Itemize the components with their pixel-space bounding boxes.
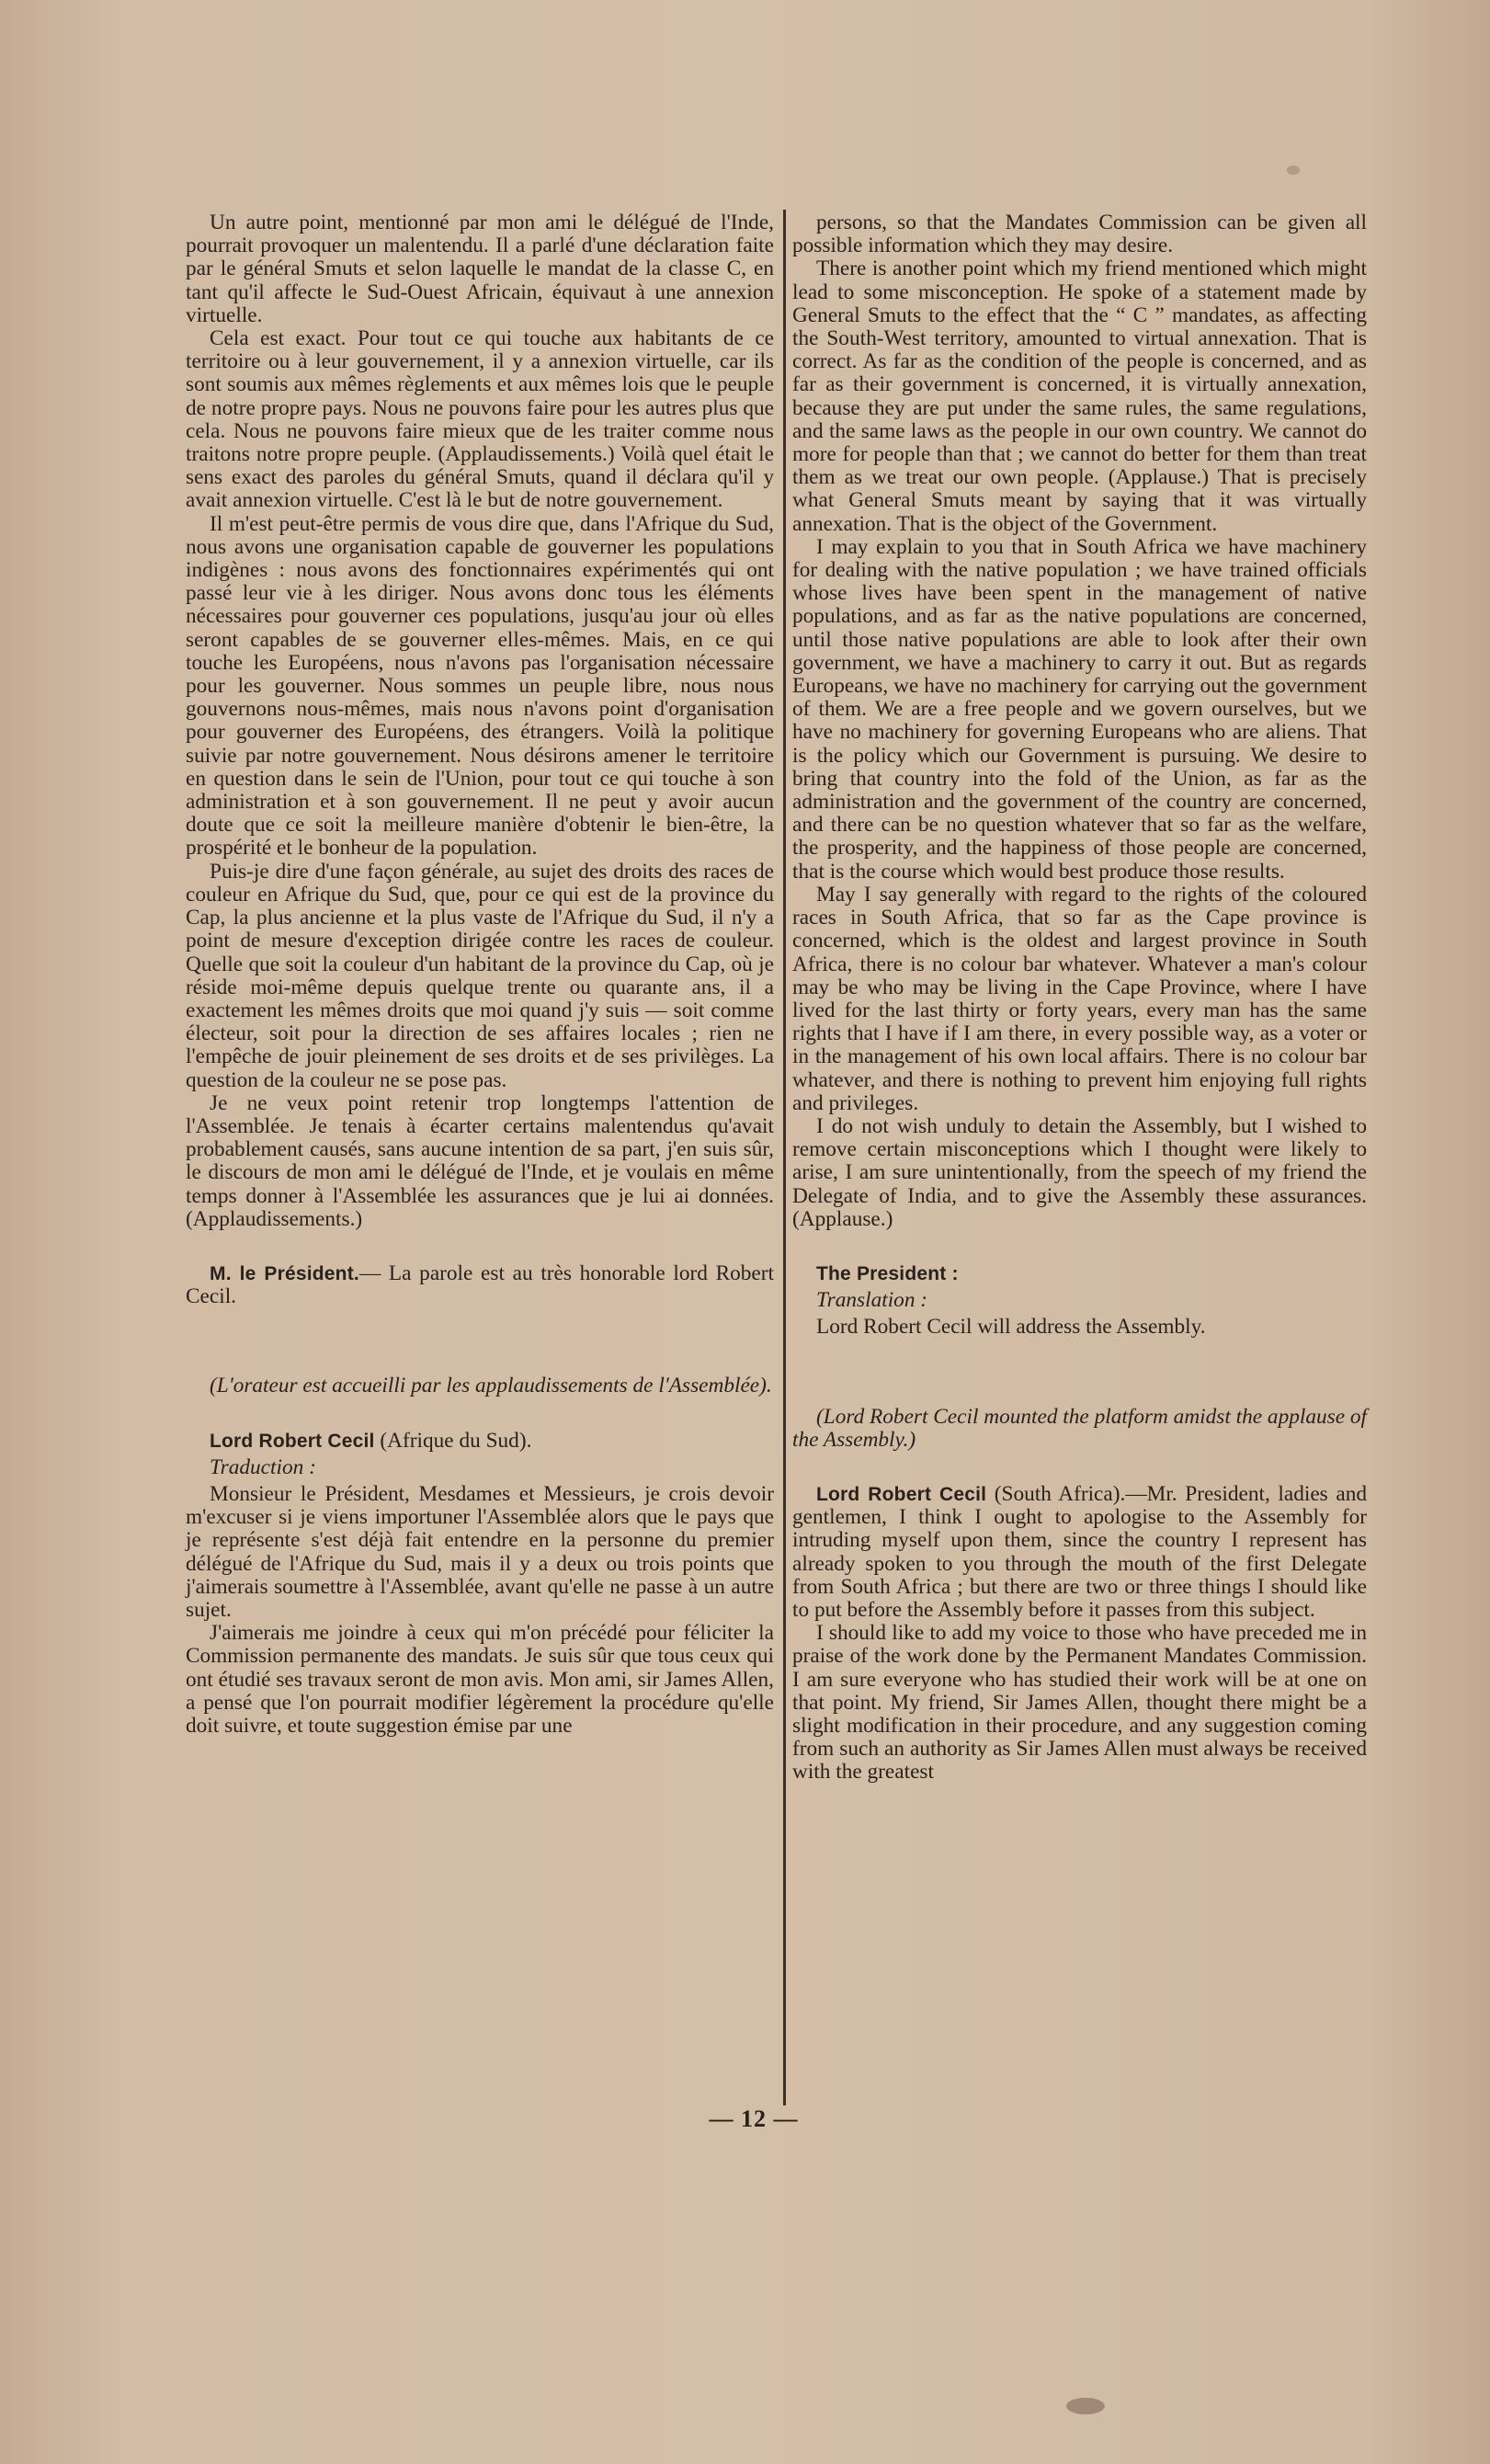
president-text: Lord Robert Cecil will address the Assembly. [816, 1315, 1206, 1340]
president-text: — La parole est au très honorable lord Robert Cecil. [186, 1261, 775, 1309]
paragraph: There is another point which my friend mentioned which might lead to some misconception. He spoke of a statement made by General Smuts to the effect that the “ C ” mandates, as affecting the South-West territory, amounted to virtual annexation. That is correct. As far as the condition of the people is concerned, and as far as their government is concerned, it is virtually annexation, because they are put under the same rules, the same regulations, and the same laws as the people in our own country. We cannot do more for people than that ; we cannot do better for them than treat them as we treat our own people. (Applause.) That is precisely what General Smuts meant by saying that it was virtually annexation. That is the object of the Government. [792, 257, 1367, 536]
paper-stain [1287, 165, 1300, 175]
speaker-affiliation: (South Africa). [986, 1481, 1126, 1506]
paragraph: Il m'est peut-être permis de vous dire que, dans l'Afrique du Sud, nous avons une organisation capable de gouverner les populations indigènes : nous avons des fonctionnaires expérimentés qui ont passé leur vie à les diriger. Nous avons donc tous les éléments nécessaires pour gouverner ces populations, jusqu'au jour où elles seront capables de se gouverner elles-mêmes. Mais, en ce qui touche les Européens, nous n'avons pas l'organisation nécessaire pour les gouverner. Nous sommes un peuple libre, nous nous gouvernons nous-mêmes, mais nous n'avons point d'organisation pour gouverner des Européens, des étrangers. Voilà la politique suivie par notre gouvernement. Nous désirons amener le territoire en question dans le sein de l'Union, pour tout ce qui touche à son administration et à son gouvernement. Il ne peut y avoir aucun doute que ce soit la meilleure manière d'obtenir le bien-être, la prospérité et le bonheur de la population. [186, 511, 774, 861]
paragraph: Je ne veux point retenir trop longtemps l'attention de l'Assemblée. Je tenais à écarter certains malentendus qu'avait probablement causés, sans aucune intention de sa part, j'en suis sûr, le discours de mon ami le délégué de l'Inde, et je voulais en même temps donner à l'Assemblée les assurances que je lui ai données. (Applaudissements.) [186, 1090, 774, 1231]
speaker-heading [792, 1262, 1367, 1285]
paragraph: Monsieur le Président, Mesdames et Messieurs, je crois devoir m'excuser si je viens importuner l'Assemblée alors que le pays que je représente s'est déjà fait entendre en la personne du premier délégué de l'Afrique du Sud, mais il y a deux ou trois points que j'aimerais soumettre à l'Assemblée, avant qu'elle ne passe à un autre sujet. [186, 1481, 774, 1622]
english-column [792, 211, 1367, 1785]
paragraph: I should like to add my voice to those who have preceded me in praise of the work done by the Permanent Mandates Commission. I am sure everyone who has studied their work will be at one on that point. My friend, Sir James Allen, thought there might be a slight modification in their procedure, and any suggestion coming from such an authority as Sir James Allen must always be received with the greatest [792, 1621, 1367, 1785]
translation-label: Translation : [816, 1288, 928, 1313]
paragraph: I may explain to you that in South Africa we have machinery for dealing with the native population ; we have trained officials whose lives have been spent in the management of native populations, and as far as the native populations are concerned, until those native populations are able to look after their own government, we have a machinery to carry it out. But as regards Europeans, we have no machinery for carrying out the government of them. We are a free people and we govern ourselves, but we have no machinery for governing Europeans who are aliens. That is the policy which our Government is pursuing. We desire to bring that country into the fold of the Union, as far as the administration and the government of the country are concerned, and there can be no question whatever that so far as the welfare, the prosperity, and the happiness of those people are concerned, that is the course which would best produce those results. [792, 534, 1367, 884]
paragraph-text: —Mr. President, ladies and gentlemen, I think I ought to apologise to the Assembly for intruding myself upon them, since the country I represent has already spoken to you through the mouth of the first Delegate from South Africa ; but there are two or three things I should like to put before the Assembly before it passes from this subject. [792, 1481, 1367, 1622]
paragraph: Puis-je dire d'une façon générale, au sujet des droits des races de couleur en Afrique du Sud, que, pour ce qui est de la province du Cap, la plus ancienne et la plus vaste de l'Afrique du Sud, il n'y a point de mesure d'exception dirigée contre les races de couleur. Quelle que soit la couleur d'un habitant de la province du Cap, où je réside moi-même depuis quelque trente ou quarante ans, il a exactement les mêmes droits que moi quand j'y suis — soit comme électeur, soit pour la direction de ses affaires locales ; rien ne l'empêche de jouir pleinement de ses droits et de ses privilèges. La question de la couleur ne se pose pas. [186, 859, 774, 1092]
page-number: — 12 — [709, 2105, 799, 2132]
paragraph: Cela est exact. Pour tout ce qui touche aux habitants de ce territoire ou à leur gouvernement, il y a annexion virtuelle, car ils sont soumis aux mêmes règlements et aux mêmes lois que le peuple de notre propre pays. Nous ne pouvons faire pour les autres plus que cela. Nous ne pouvons faire mieux que de les traiter comme nous traitons notre propre peuple. (Applaudissements.) Voilà quel était le sens exact des paroles du général Smuts, quand il déclara qu'il y avait annexion virtuelle. C'est là le but de notre gouvernement. [186, 326, 774, 513]
paragraph: J'aimerais me joindre à ceux qui m'on précédé pour féliciter la Commission permanente des mandats. Je suis sûr que tous ceux qui ont étudié ses travaux seront de mon avis. Mon ami, sir James Allen, a pensé que l'on pourrait modifier légèrement la procédure qu'elle doit suivre, et toute suggestion émise par une [186, 1621, 774, 1738]
translation-label: Traduction : [210, 1454, 316, 1479]
speaker-affiliation: (Afrique du Sud). [374, 1428, 532, 1453]
paragraph: persons, so that the Mandates Commission can be given all possible information which they may desire. [792, 211, 1367, 258]
speaker-name: Lord Robert Cecil [210, 1430, 375, 1452]
speaker-name: The President : [816, 1262, 959, 1284]
paper-stain [1066, 2398, 1105, 2414]
president-remark [186, 1262, 774, 1308]
stage-direction: (Lord Robert Cecil mounted the platform amidst the applause of the Assembly.) [792, 1404, 1367, 1452]
paragraph: May I say generally with regard to the rights of the coloured races in South Africa, that so far as the Cape province is concerned, which is the oldest and largest province in South Africa, there is no colour bar whatever. Whatever a man's colour may be who may be living in the Cape Province, where I have lived for the last thirty or forty years, every man has the same rights that I have if I am there, in every possible way, as a voter or in the management of his own local affairs. There is no colour bar whatever, and there is nothing to prevent him enjoying full rights and privileges. [792, 882, 1367, 1115]
stage-direction: (L'orateur est accueilli par les applaudissements de l'Assemblée). [210, 1374, 772, 1398]
column-divider [783, 210, 786, 2105]
speaker-name: M. le Président. [210, 1262, 359, 1284]
speaker-paragraph [792, 1483, 1367, 1622]
paragraph: I do not wish unduly to detain the Assembly, but I wished to remove certain misconceptions which I thought were likely to arise, I am sure unintentionally, from the speech of my friend the Delegate of India, and to give the Assembly these assurances. (Applause.) [792, 1113, 1367, 1231]
speaker-heading [186, 1430, 774, 1453]
french-column [186, 211, 774, 1738]
paragraph: Un autre point, mentionné par mon ami le délégué de l'Inde, pourrait provoquer un malentendu. Il a parlé d'une déclaration faite par le général Smuts et selon laquelle le mandat de la classe C, en tant qu'il affecte le Sud-Ouest Africain, équivaut à une annexion virtuelle. [186, 211, 774, 327]
speaker-name: Lord Robert Cecil [816, 1483, 987, 1505]
